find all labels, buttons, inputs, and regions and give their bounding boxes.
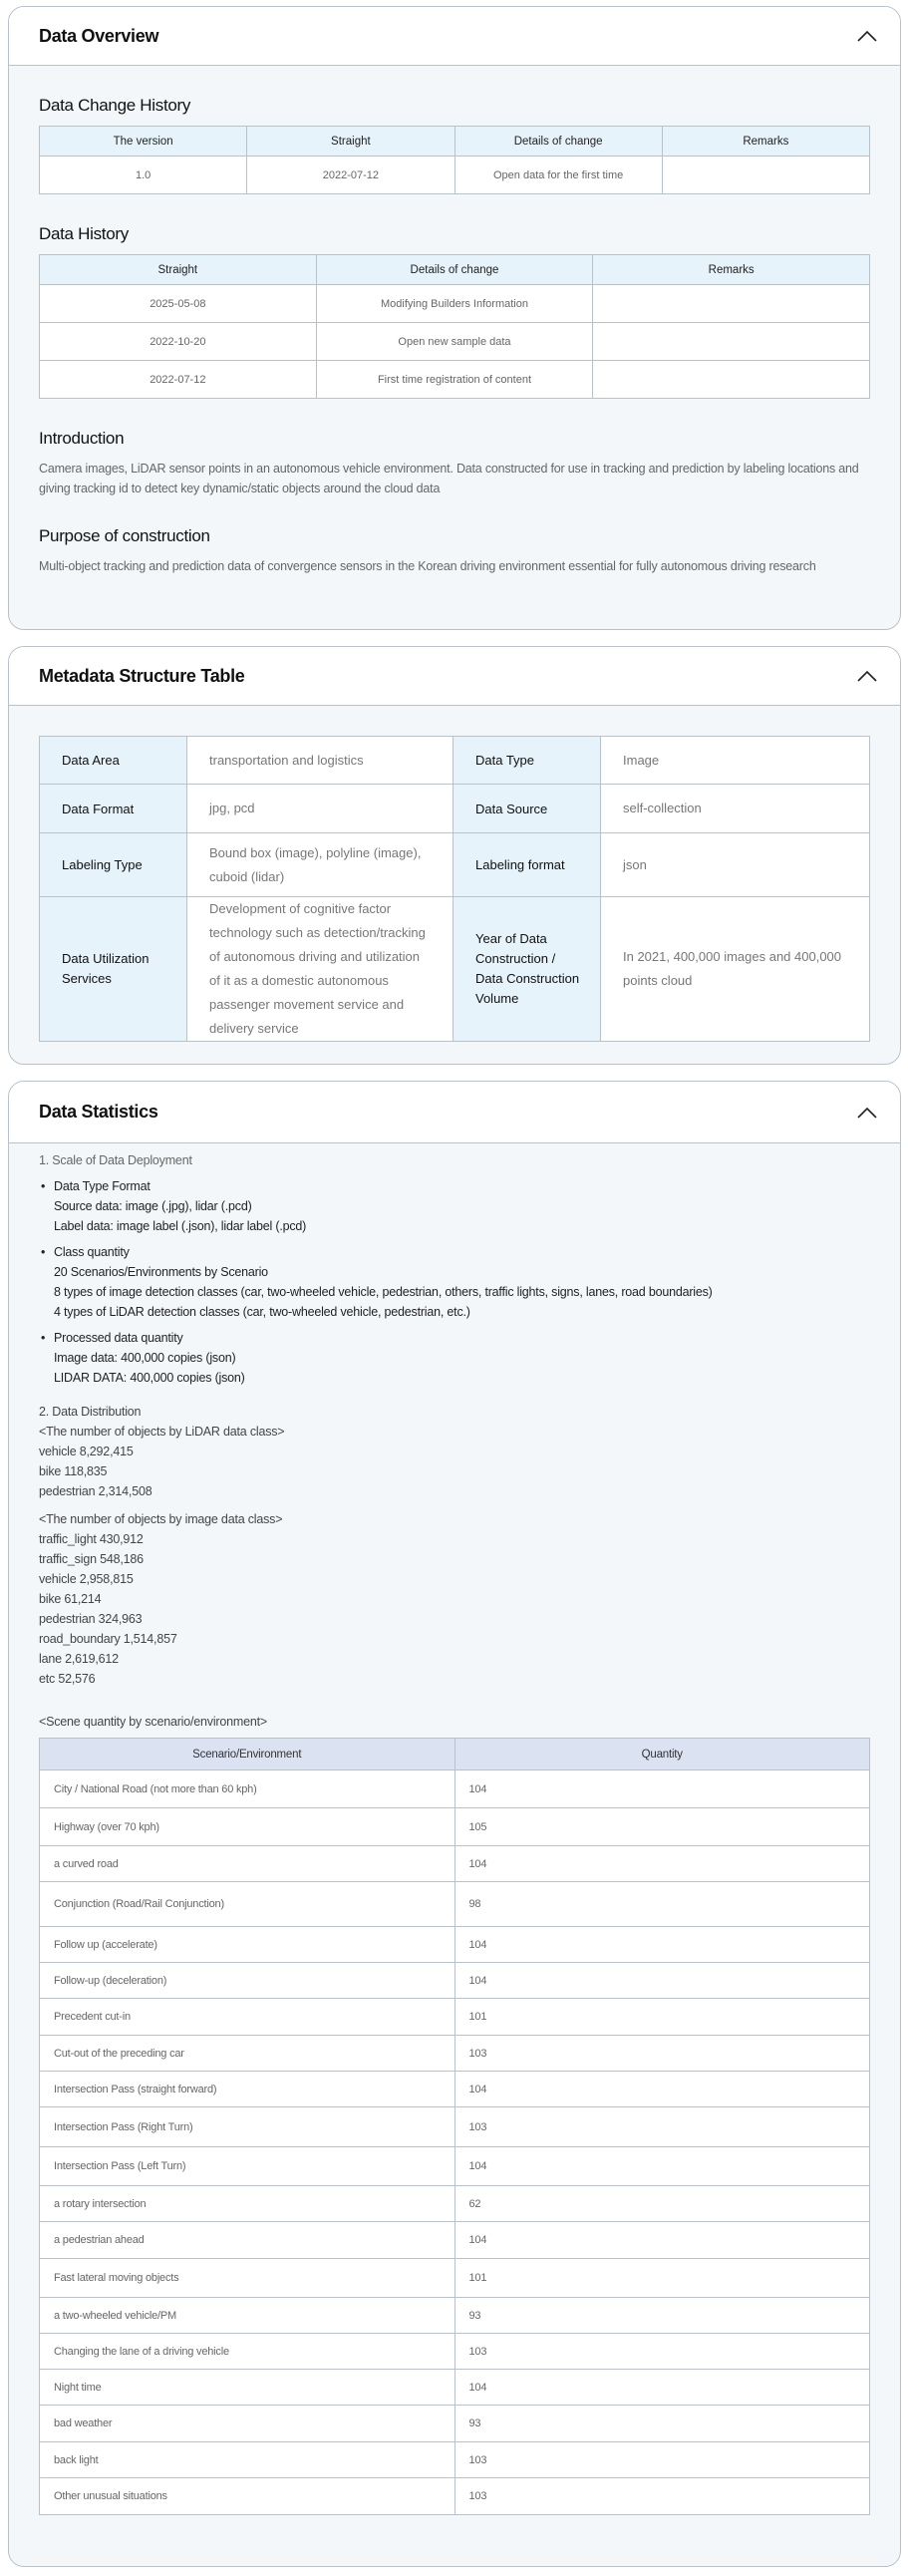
data-statistics-title: Data Statistics — [39, 1102, 158, 1122]
bullet-line: Image data: 400,000 copies (json) — [54, 1351, 236, 1365]
table-cell: 2025-05-08 — [40, 285, 317, 323]
scene-title: <Scene quantity by scenario/environment> — [39, 1715, 267, 1729]
image-line: pedestrian 324,963 — [39, 1612, 143, 1626]
table-row — [40, 1808, 870, 1846]
data-overview-title: Data Overview — [39, 25, 159, 46]
metadata-value: Development of cognitive factor technology such as detection/tracking of autonomous driving and utilization of it as a domestic autonomous passenger movement service and delivery service — [187, 897, 454, 1042]
bullet-head: • Class quantity — [54, 1245, 130, 1259]
image-line: traffic_sign 548,186 — [39, 1552, 144, 1566]
metadata-value: jpg, pcd — [187, 785, 454, 833]
column-header: Details of change — [454, 127, 662, 157]
column-header: Scenario/Environment — [40, 1739, 455, 1771]
table-row — [40, 2107, 870, 2147]
quantity-cell: 104 — [454, 1771, 870, 1808]
scenario-cell: a pedestrian ahead — [40, 2222, 455, 2259]
metadata-key: Data Utilization Services — [40, 897, 187, 1042]
table-row — [40, 1927, 870, 1963]
table-row — [40, 323, 870, 361]
data-history-title: Data History — [39, 224, 129, 243]
table-row — [40, 2147, 870, 2186]
metadata-key: Labeling format — [454, 833, 601, 897]
column-header: Details of change — [316, 255, 593, 285]
table-cell: 2022-07-12 — [40, 361, 317, 399]
data-history-table — [39, 254, 870, 399]
distribution-section — [39, 1402, 870, 1732]
metadata-key: Data Format — [40, 785, 187, 833]
table-header-row — [40, 255, 870, 285]
data-overview-card — [8, 6, 901, 630]
data-statistics-header[interactable] — [9, 1082, 900, 1143]
bullet-line: 8 types of image detection classes (car, two-wheeled vehicle, pedestrian, others, traffic lights, signs, lanes, road boundaries) — [54, 1285, 713, 1299]
table-cell: 2022-07-12 — [247, 157, 454, 194]
bullet-head: • Processed data quantity — [54, 1331, 183, 1345]
metadata-key: Data Type — [454, 737, 601, 785]
scenario-cell: Conjunction (Road/Rail Conjunction) — [40, 1882, 455, 1927]
quantity-cell: 103 — [454, 2334, 870, 2370]
table-cell: First time registration of content — [316, 361, 593, 399]
quantity-cell: 103 — [454, 2036, 870, 2072]
scenario-cell: Night time — [40, 2370, 455, 2406]
scenario-cell: Follow up (accelerate) — [40, 1927, 455, 1963]
table-header-row — [40, 127, 870, 157]
table-row — [40, 897, 870, 1042]
table-header-row — [40, 1739, 870, 1771]
quantity-cell: 104 — [454, 2147, 870, 2186]
bullet-head: • Data Type Format — [54, 1179, 151, 1193]
column-header: Remarks — [662, 127, 869, 157]
metadata-key: Data Source — [454, 785, 601, 833]
metadata-table — [39, 736, 870, 1042]
metadata-value: Image — [601, 737, 870, 785]
bullet-line: Source data: image (.jpg), lidar (.pcd) — [54, 1199, 252, 1213]
table-row — [40, 1771, 870, 1808]
change-history-table — [39, 126, 870, 194]
table-row — [40, 1846, 870, 1882]
image-line: road_boundary 1,514,857 — [39, 1632, 177, 1646]
quantity-cell: 104 — [454, 2072, 870, 2107]
metadata-key: Data Area — [40, 737, 187, 785]
table-row — [40, 2406, 870, 2442]
metadata-value: self-collection — [601, 785, 870, 833]
table-row — [40, 737, 870, 785]
scenario-cell: Precedent cut-in — [40, 1999, 455, 2036]
introduction-text: Camera images, LiDAR sensor points in an autonomous vehicle environment. Data constructed for use in tracking and prediction by labeling locations and giving tracking id to detect key dynamic/static objects around the cloud data — [39, 462, 859, 495]
table-cell: Open data for the first time — [454, 157, 662, 194]
quantity-cell: 104 — [454, 2370, 870, 2406]
lidar-line: bike 118,835 — [39, 1464, 108, 1478]
table-row — [40, 2298, 870, 2334]
distribution-title: 2. Data Distribution — [39, 1405, 142, 1419]
table-cell: Modifying Builders Information — [316, 285, 593, 323]
table-row — [40, 785, 870, 833]
table-row — [40, 1963, 870, 1999]
scenario-cell: City / National Road (not more than 60 kph) — [40, 1771, 455, 1808]
table-row — [40, 2478, 870, 2515]
table-row — [40, 2370, 870, 2406]
table-row — [40, 2222, 870, 2259]
scenario-cell: Other unusual situations — [40, 2478, 455, 2515]
scenario-cell: Intersection Pass (Right Turn) — [40, 2107, 455, 2147]
quantity-cell: 103 — [454, 2442, 870, 2478]
metadata-value: transportation and logistics — [187, 737, 454, 785]
table-cell — [662, 157, 869, 194]
scale-bullet-list — [39, 1176, 870, 1388]
table-row — [40, 2186, 870, 2222]
quantity-cell: 103 — [454, 2107, 870, 2147]
list-item — [39, 1176, 870, 1236]
column-header: Quantity — [454, 1739, 870, 1771]
scenario-cell: Follow-up (deceleration) — [40, 1963, 455, 1999]
column-header: Straight — [247, 127, 454, 157]
table-row — [40, 2072, 870, 2107]
table-cell — [593, 361, 870, 399]
scenario-cell: a rotary intersection — [40, 2186, 455, 2222]
quantity-cell: 104 — [454, 2222, 870, 2259]
bullet-line: 4 types of LiDAR detection classes (car, two-wheeled vehicle, pedestrian, etc.) — [54, 1305, 470, 1319]
table-row — [40, 361, 870, 399]
scenario-cell: back light — [40, 2442, 455, 2478]
data-overview-header[interactable] — [9, 7, 900, 66]
bullet-line: LIDAR DATA: 400,000 copies (json) — [54, 1371, 245, 1385]
table-row — [40, 1999, 870, 2036]
table-row — [40, 2259, 870, 2298]
table-cell: 1.0 — [40, 157, 247, 194]
image-line: etc 52,576 — [39, 1672, 96, 1686]
scenario-cell: a two-wheeled vehicle/PM — [40, 2298, 455, 2334]
image-line: traffic_light 430,912 — [39, 1532, 144, 1546]
chevron-up-icon[interactable] — [856, 1102, 878, 1124]
chevron-up-icon[interactable] — [856, 665, 878, 687]
column-header: Remarks — [593, 255, 870, 285]
list-item — [39, 1328, 870, 1388]
quantity-cell: 93 — [454, 2298, 870, 2334]
chevron-up-icon[interactable] — [856, 25, 878, 47]
table-cell — [593, 285, 870, 323]
quantity-cell: 101 — [454, 1999, 870, 2036]
quantity-cell: 105 — [454, 1808, 870, 1846]
quantity-cell: 104 — [454, 1963, 870, 1999]
metadata-key: Labeling Type — [40, 833, 187, 897]
table-cell — [593, 323, 870, 361]
bullet-line: Label data: image label (.json), lidar label (.pcd) — [54, 1219, 307, 1233]
metadata-key: Year of Data Construction / Data Construction Volume — [454, 897, 601, 1042]
purpose-title: Purpose of construction — [39, 526, 210, 545]
introduction-title: Introduction — [39, 429, 125, 448]
scenario-cell: a curved road — [40, 1846, 455, 1882]
scenario-cell: Intersection Pass (straight forward) — [40, 2072, 455, 2107]
scene-quantity-table — [39, 1738, 870, 2515]
lidar-line: vehicle 8,292,415 — [39, 1445, 134, 1458]
list-item — [39, 1242, 870, 1322]
quantity-cell: 104 — [454, 1846, 870, 1882]
quantity-cell: 101 — [454, 2259, 870, 2298]
metadata-value: Bound box (image), polyline (image), cuboid (lidar) — [187, 833, 454, 897]
lidar-title: <The number of objects by LiDAR data class> — [39, 1425, 285, 1439]
quantity-cell: 62 — [454, 2186, 870, 2222]
scenario-cell: Fast lateral moving objects — [40, 2259, 455, 2298]
scenario-cell: Highway (over 70 kph) — [40, 1808, 455, 1846]
image-title: <The number of objects by image data class> — [39, 1512, 283, 1526]
column-header: The version — [40, 127, 247, 157]
change-history-title: Data Change History — [39, 96, 191, 115]
table-row — [40, 2036, 870, 2072]
data-statistics-card — [8, 1081, 901, 2567]
table-row — [40, 157, 870, 194]
metadata-title: Metadata Structure Table — [39, 665, 245, 686]
table-row — [40, 833, 870, 897]
quantity-cell: 104 — [454, 1927, 870, 1963]
quantity-cell: 103 — [454, 2478, 870, 2515]
column-header: Straight — [40, 255, 317, 285]
metadata-value: In 2021, 400,000 images and 400,000 points cloud — [601, 897, 870, 1042]
bullet-line: 20 Scenarios/Environments by Scenario — [54, 1265, 268, 1279]
scale-title: 1. Scale of Data Deployment — [39, 1153, 192, 1167]
quantity-cell: 93 — [454, 2406, 870, 2442]
table-row — [40, 285, 870, 323]
metadata-value: json — [601, 833, 870, 897]
table-row — [40, 1882, 870, 1927]
table-row — [40, 2442, 870, 2478]
purpose-text: Multi-object tracking and prediction data of convergence sensors in the Korean driving environment essential for fully autonomous driving research — [39, 559, 816, 573]
image-line: lane 2,619,612 — [39, 1652, 119, 1666]
metadata-header[interactable] — [9, 647, 900, 706]
scenario-cell: Changing the lane of a driving vehicle — [40, 2334, 455, 2370]
scenario-cell: Cut-out of the preceding car — [40, 2036, 455, 2072]
scenario-cell: bad weather — [40, 2406, 455, 2442]
scene-table-body — [40, 1771, 870, 2515]
image-line: bike 61,214 — [39, 1592, 102, 1606]
table-cell: 2022-10-20 — [40, 323, 317, 361]
scenario-cell: Intersection Pass (Left Turn) — [40, 2147, 455, 2186]
table-row — [40, 2334, 870, 2370]
quantity-cell: 98 — [454, 1882, 870, 1927]
image-line: vehicle 2,958,815 — [39, 1572, 134, 1586]
table-cell: Open new sample data — [316, 323, 593, 361]
metadata-card — [8, 646, 901, 1065]
lidar-line: pedestrian 2,314,508 — [39, 1484, 152, 1498]
